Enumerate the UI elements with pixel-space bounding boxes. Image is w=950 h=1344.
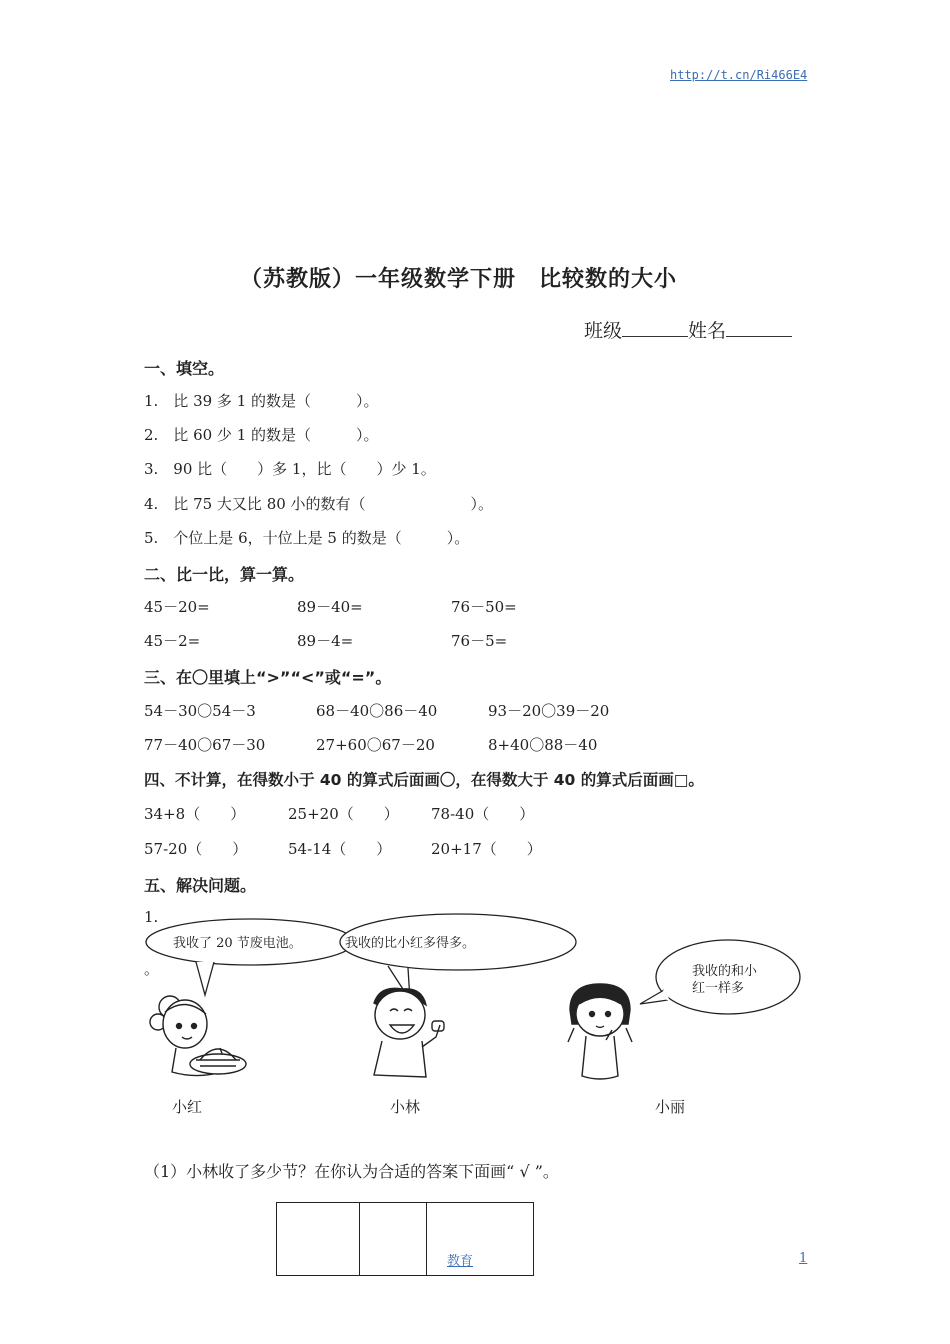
estimate-item: 34+8（ ） <box>144 805 246 823</box>
name-label: 姓名 <box>688 320 727 342</box>
page-number: 1 <box>799 1251 808 1266</box>
section4-heading: 四、不计算，在得数小于 40 的算式后面画〇，在得数大于 40 的算式后面画□。 <box>144 771 704 789</box>
compare-item: 93－20〇39－20 <box>488 702 610 720</box>
character-label-xiaolin: 小林 <box>390 1098 421 1116</box>
answer-cell-divider <box>359 1203 360 1275</box>
estimate-item: 78-40（ ） <box>431 805 535 823</box>
fill-blank-question: 1. 比 39 多 1 的数是（ ）。 <box>144 392 379 410</box>
estimate-item: 20+17（ ） <box>431 840 542 858</box>
speech-text-xiaoli-line2: 红一样多 <box>692 981 745 996</box>
speech-text-xiaohong: 我收了 20 节废电池。 <box>173 936 302 951</box>
subquestion-1: （1）小林收了多少节？在你认为合适的答案下面画“ √ ”。 <box>144 1162 559 1181</box>
speech-text-xiaolin: 我收的比小红多得多。 <box>345 936 476 951</box>
compare-item: 8+40〇88－40 <box>488 736 598 754</box>
stray-mark: 。 <box>144 960 160 978</box>
fill-blank-question: 2. 比 60 少 1 的数是（ ）。 <box>144 426 379 444</box>
estimate-item: 25+20（ ） <box>288 805 399 823</box>
section2-heading: 二、比一比，算一算。 <box>144 565 305 584</box>
source-url-link[interactable]: http://t.cn/Ri466E4 <box>670 68 808 82</box>
xiaolin-illustration <box>360 985 470 1085</box>
section1-heading: 一、填空。 <box>144 359 225 378</box>
character-label-xiaohong: 小红 <box>172 1098 203 1116</box>
compare-item: 54－30〇54－3 <box>144 702 256 720</box>
section3-heading: 三、在〇里填上“>”“<”或“=”。 <box>144 668 392 687</box>
answer-table <box>276 1202 534 1276</box>
estimate-item: 54-14（ ） <box>288 840 392 858</box>
compare-item: 27+60〇67－20 <box>316 736 435 754</box>
calc-item: 76－5= <box>451 632 508 650</box>
compare-item: 77－40〇67－30 <box>144 736 266 754</box>
fill-blank-question: 4. 比 75 大又比 80 小的数有（ ）。 <box>144 495 494 513</box>
speech-text-xiaoli-line1: 我收的和小 <box>692 964 758 979</box>
calc-item: 89－40= <box>297 598 363 616</box>
estimate-item: 57-20（ ） <box>144 840 248 858</box>
xiaoli-illustration <box>560 980 670 1085</box>
calc-item: 89－4= <box>297 632 354 650</box>
character-label-xiaoli: 小丽 <box>655 1098 686 1116</box>
answer-cell-divider <box>426 1203 427 1275</box>
calc-item: 45－20= <box>144 598 210 616</box>
compare-item: 68－40〇86－40 <box>316 702 438 720</box>
xiaohong-illustration <box>140 990 270 1090</box>
calc-item: 45－2= <box>144 632 201 650</box>
class-label: 班级 <box>584 320 623 342</box>
fill-blank-question: 3. 90 比（ ）多 1，比（ ）少 1。 <box>144 460 436 478</box>
page-title: （苏教版）一年级数学下册 比较数的大小 <box>240 267 678 292</box>
section5-heading: 五、解决问题。 <box>144 876 257 895</box>
problem-number: 1. <box>144 908 159 926</box>
footer-watermark-link[interactable]: 教育 <box>447 1254 474 1269</box>
fill-blank-question: 5. 个位上是 6，十位上是 5 的数是（ ）。 <box>144 529 470 547</box>
calc-item: 76－50= <box>451 598 517 616</box>
